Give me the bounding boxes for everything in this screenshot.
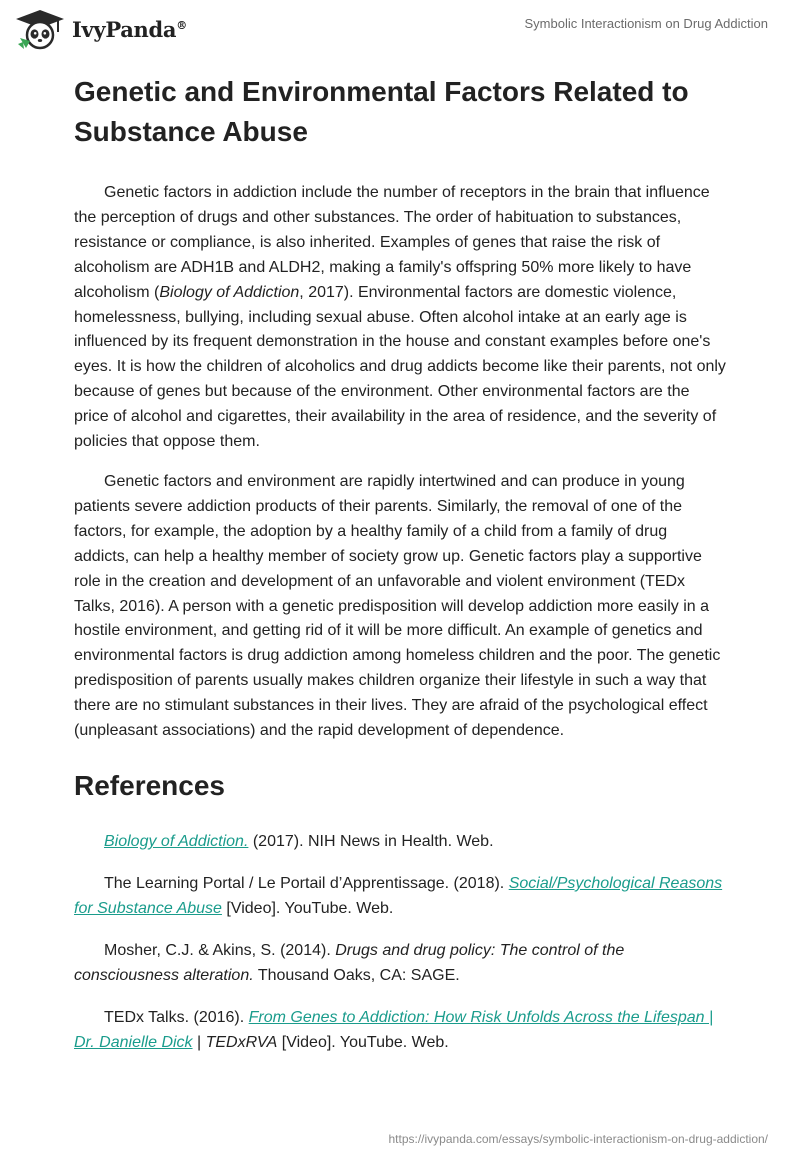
ivypanda-logo[interactable]	[14, 8, 187, 50]
reference-item: TEDx Talks. (2016). From Genes to Addiction: How Risk Unfolds Across the Lifespan | Dr. Danielle Dick | TEDxRVA [Video]. YouTube. Web.	[74, 1008, 714, 1051]
source-url[interactable]: https://ivypanda.com/essays/symbolic-interactionism-on-drug-addiction/	[388, 1132, 768, 1146]
reference-item: Mosher, C.J. & Akins, S. (2014). Drugs and drug policy: The control of the consciousness alteration. Thousand Oaks, CA: SAGE.	[74, 941, 625, 984]
brand-name: IvyPanda®	[72, 16, 187, 42]
reference-item: The Learning Portal / Le Portail d’Apprentissage. (2018). Social/Psychological Reasons for Substance Abuse [Video]. YouTube. Web.	[74, 874, 723, 917]
essay-content	[74, 72, 726, 1055]
reference-link[interactable]: Social/Psychological Reasons for Substance Abuse	[74, 874, 723, 917]
panda-graduate-icon	[14, 8, 66, 50]
page-header	[0, 0, 800, 60]
paragraph-2: Genetic factors and environment are rapidly intertwined and can produce in young patients severe addiction products of their parents. Similarly, the removal of one of the factors, for example, the adoption by a healthy family of a child from a family of drug addicts, can help a healthy member of society grow up. Genetic factors play a supportive role in the creation and development of an unfavorable and violent environment (TEDx Talks, 2016). A person with a genetic predisposition will develop addiction more easily in a hostile environment, and getting rid of it will be more difficult. An example of genetics and environmental factors is drug addiction among homeless children and the poor. The genetic predisposition of parents usually makes children organize their lifestyle in such a way that there are no stimulant substances in their lives. They are afraid of the psychological effect (unpleasant associations) and the rapid development of dependence.	[74, 472, 721, 740]
reference-item: Biology of Addiction. (2017). NIH News in Health. Web.	[104, 832, 494, 850]
paragraph-1: Genetic factors in addiction include the number of receptors in the brain that influence the perception of drugs and other substances. The order of habituation to substances, resistance or compliance, is also inherited. Examples of genes that raise the risk of alcoholism are ADH1B and ALDH2, making a family's offspring 50% more likely to have alcoholism (Biology of Addiction, 2017). Environmental factors are domestic violence, homelessness, bullying, including sexual abuse. Often alcohol intake at an early age is influenced by its frequent demonstration in the house and constant examples before one's eyes. It is how the children of alcoholics and drug addicts become like their parents, not only because of genes but because of the environment. Other environmental factors are the price of alcohol and cigarettes, their availability in the area of residence, and the severity of policies that oppose them.	[74, 184, 726, 451]
references-heading: References	[74, 769, 225, 801]
document-title: Symbolic Interactionism on Drug Addiction	[524, 16, 768, 31]
reference-link[interactable]: From Genes to Addiction: How Risk Unfolds Across the Lifespan | Dr. Danielle Dick	[74, 1008, 714, 1051]
reference-link[interactable]: Biology of Addiction.	[104, 832, 249, 850]
section-heading: Genetic and Environmental Factors Related to Substance Abuse	[74, 76, 689, 147]
